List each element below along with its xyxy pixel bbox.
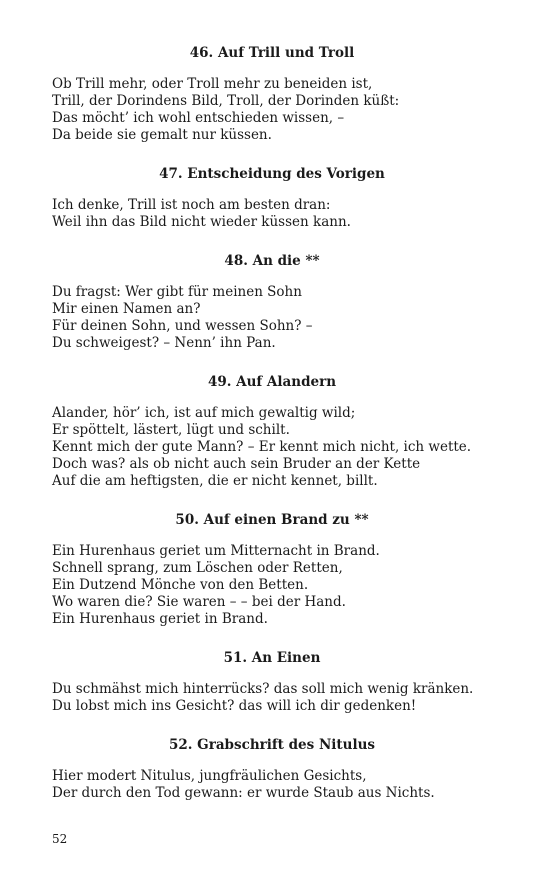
poem-line: Kennt mich der gute Mann? – Er kennt mich nicht, ich wette. <box>52 439 472 455</box>
poem-50 <box>52 511 492 628</box>
poem-47 <box>52 165 492 231</box>
poem-line: Ein Hurenhaus geriet um Mitternacht in Brand. <box>52 543 380 559</box>
poem-title: 47. Entscheidung des Vorigen <box>159 166 385 182</box>
poem-line: Alander, hör’ ich, ist auf mich gewaltig wild; <box>52 405 356 421</box>
poem-line: Schnell sprang, zum Löschen oder Retten, <box>52 560 343 576</box>
page-number: 52 <box>52 832 68 846</box>
poem-line: Du schmähst mich hinterrücks? das soll mich wenig kränken. <box>52 681 474 697</box>
poem-48 <box>52 252 492 352</box>
poem-title: 52. Grabschrift des Nitulus <box>168 737 376 753</box>
page-content <box>52 44 492 823</box>
poem-line: Doch was? als ob nicht auch sein Bruder an der Kette <box>52 456 421 472</box>
poem-line: Ich denke, Trill ist noch am besten dran: <box>52 197 331 213</box>
poem-52 <box>52 736 492 802</box>
poem-title: 50. Auf einen Brand zu ** <box>175 512 369 528</box>
poem-line: Das möcht’ ich wohl entschieden wissen, – <box>52 110 345 126</box>
poem-line: Ein Hurenhaus geriet in Brand. <box>52 611 268 627</box>
poem-line: Du fragst: Wer gibt für meinen Sohn <box>52 284 302 300</box>
poem-title: 49. Auf Alandern <box>207 374 337 390</box>
poem-title: 48. An die ** <box>224 253 320 269</box>
poem-line: Er spöttelt, lästert, lügt und schilt. <box>52 422 290 438</box>
poem-line: Da beide sie gemalt nur küssen. <box>52 127 272 143</box>
poem-line: Der durch den Tod gewann: er wurde Staub aus Nichts. <box>52 785 435 801</box>
poem-line: Trill, der Dorindens Bild, Troll, der Dorinden küßt: <box>52 93 400 109</box>
poem-line: Auf die am heftigsten, die er nicht kennet, billt. <box>52 473 378 489</box>
poem-line: Für deinen Sohn, und wessen Sohn? – <box>52 318 313 334</box>
poem-line: Du schweigest? – Nenn’ ihn Pan. <box>52 335 276 351</box>
poem-line: Hier modert Nitulus, jungfräulichen Gesichts, <box>52 768 367 784</box>
poem-line: Wo waren die? Sie waren – – bei der Hand. <box>52 594 346 610</box>
poem-46 <box>52 44 492 144</box>
poem-line: Du lobst mich ins Gesicht? das will ich dir gedenken! <box>52 698 417 714</box>
poem-title: 51. An Einen <box>223 650 321 666</box>
poem-line: Ob Trill mehr, oder Troll mehr zu beneiden ist, <box>52 76 373 92</box>
poem-title: 46. Auf Trill und Troll <box>189 45 355 61</box>
poem-line: Ein Dutzend Mönche von den Betten. <box>52 577 309 593</box>
poem-51 <box>52 649 492 715</box>
poem-49 <box>52 373 492 490</box>
poem-line: Weil ihn das Bild nicht wieder küssen kann. <box>52 214 351 230</box>
poem-line: Mir einen Namen an? <box>52 301 201 317</box>
